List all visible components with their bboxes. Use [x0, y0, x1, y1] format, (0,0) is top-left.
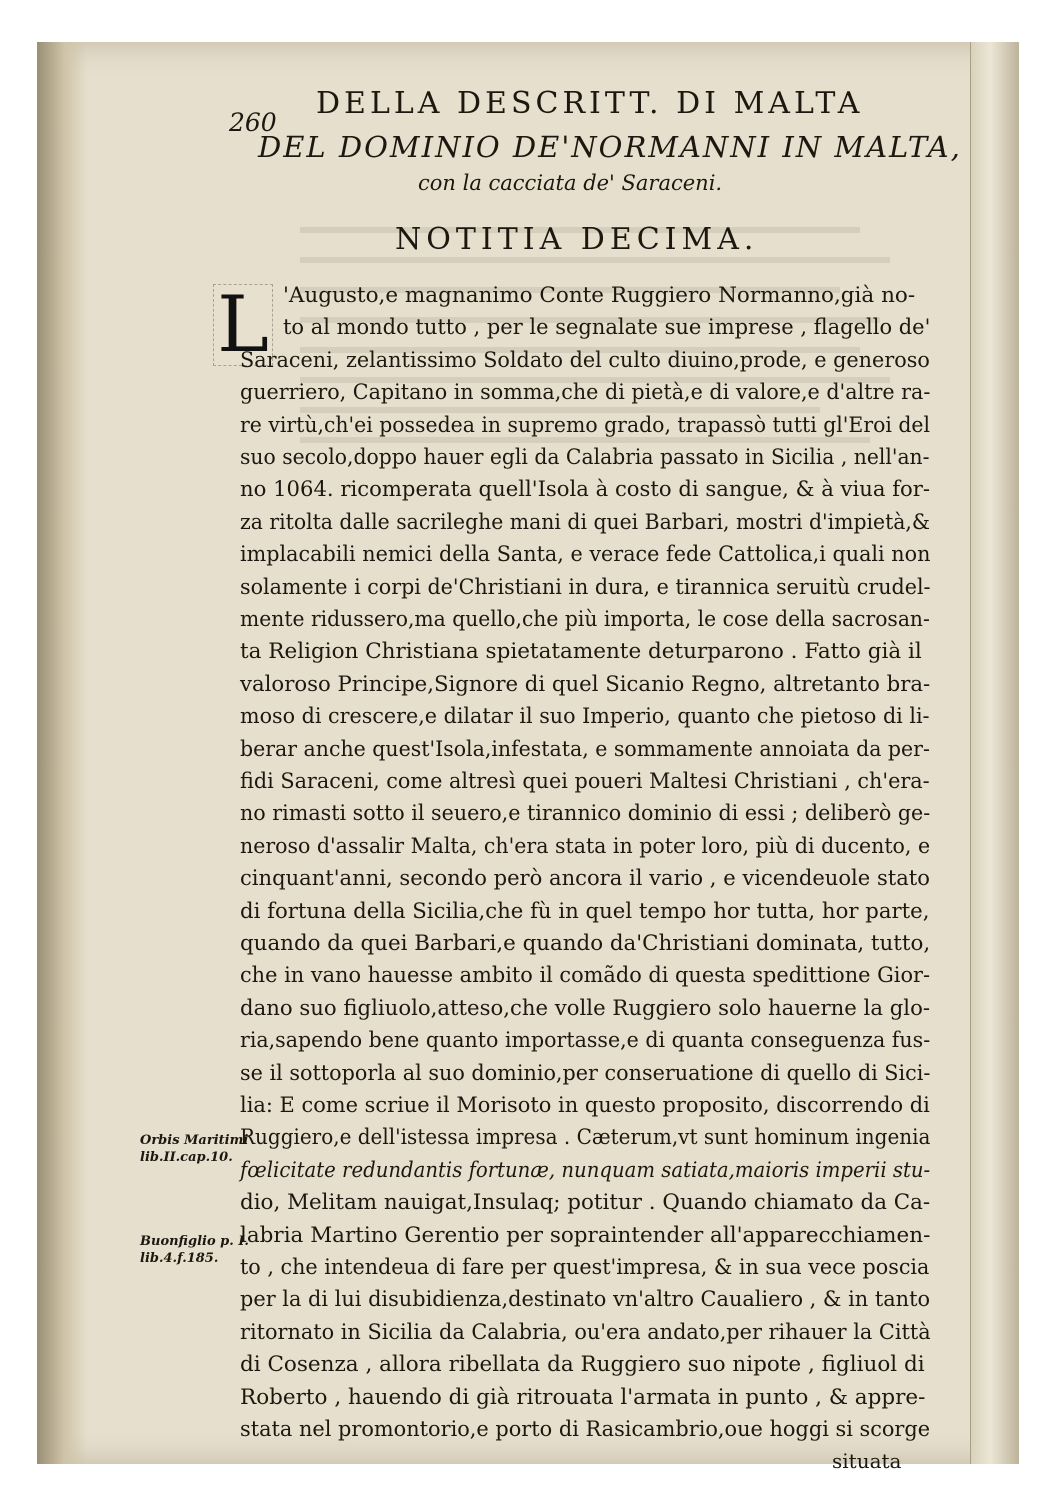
- page-number: 260: [229, 108, 277, 137]
- body-line: mente ridussero,ma quello,che più importa, le cose della sacrosan-: [240, 607, 930, 632]
- body-line: dano suo figliuolo,atteso,che volle Ruggiero solo hauerne la glo-: [240, 995, 930, 1021]
- body-line: di Cosenza , allora ribellata da Ruggiero suo nipote , figliuol di: [240, 1352, 925, 1378]
- body-line: valoroso Principe,Signore di quel Sicanio Regno, altretanto bra-: [240, 671, 931, 697]
- margin-note-morisoto: [140, 1132, 248, 1166]
- book-gutter-shadow: [37, 42, 87, 1464]
- margin-note-line: lib.II.cap.10.: [140, 1150, 233, 1165]
- body-line: fidi Saraceni, come altresì quei poueri Maltesi Christiani , ch'era-: [240, 769, 930, 794]
- margin-note-line: Buonfiglio p. I.: [140, 1234, 249, 1249]
- body-line: guerriero, Capitano in somma,che di pietà,e di valore,e d'altre ra-: [240, 380, 931, 406]
- body-line: di fortuna della Sicilia,che fù in quel tempo hor tutta, hor parte,: [240, 898, 930, 924]
- body-line: ria,sapendo bene quanto importasse,e di quanta conseguenza fus-: [240, 1028, 931, 1054]
- body-line: no rimasti sotto il seuero,e tirannico dominio di essi ; deliberò ge-: [240, 801, 931, 827]
- body-line: suo secolo,doppo hauer egli da Calabria passato in Sicilia , nell'an-: [240, 445, 930, 470]
- drop-cap: L: [213, 284, 273, 366]
- body-line: labria Martino Gerentio per sopraintender all'apparecchiamen-: [240, 1222, 931, 1248]
- margin-note-line: Orbis Maritimi: [140, 1133, 249, 1148]
- body-line: cinquant'anni, secondo però ancora il vario , e vicendeuole stato: [240, 866, 930, 892]
- body-line: per la di lui disubidienza,destinato vn'altro Caualiero , & in tanto: [240, 1287, 931, 1313]
- margin-note-buonfiglio: [140, 1233, 249, 1267]
- body-line: Ruggiero,e dell'istessa impresa . Cæterum,vt sunt hominum ingenia: [240, 1125, 931, 1151]
- body-line: neroso d'assalir Malta, ch'era stata in poter loro, più di ducento, e: [240, 833, 931, 859]
- running-head: DELLA DESCRITT. DI MALTA: [316, 86, 864, 121]
- body-line-latin-quote: fœlicitate redundantis fortunæ, nunquam satiata,maioris imperii stu-: [240, 1157, 931, 1183]
- body-line: no 1064. ricomperata quell'Isola à costo di sangue, & à viua for-: [240, 477, 931, 503]
- body-line: solamente i corpi de'Christiani in dura, e tirannica seruitù crudel-: [240, 574, 931, 600]
- body-line: moso di crescere,e dilatar il suo Imperio, quanto che pietoso di li-: [240, 704, 930, 730]
- body-line: berar anche quest'Isola,infestata, e sommamente annoiata da per-: [240, 736, 930, 762]
- body-line: che in vano hauesse ambito il comãdo di questa spedittione Gior-: [240, 963, 931, 989]
- margin-note-line: lib.4.f.185.: [140, 1251, 219, 1266]
- body-line: ta Religion Christiana spietatamente deturparono . Fatto già il: [240, 639, 922, 665]
- body-line: stata nel promontorio,e porto di Rasicambrio,oue hoggi si scorge: [240, 1417, 931, 1442]
- body-line: Saraceni, zelantissimo Soldato del culto diuino,prode, e generoso: [240, 347, 930, 373]
- body-line: za ritolta dalle sacrileghe mani di quei Barbari, mostri d'impietà,&: [240, 509, 931, 535]
- body-line: Roberto , hauendo di già ritrouata l'armata in punto , & appre-: [240, 1384, 926, 1410]
- body-line: implacabili nemici della Santa, e verace fede Cattolica,i quali non: [240, 542, 931, 568]
- body-line: to al mondo tutto , per le segnalate sue imprese , flagello de': [283, 315, 931, 341]
- catchword: situata: [832, 1449, 902, 1474]
- body-line: ritornato in Sicilia da Calabria, ou'era andato,per rihauer la Città: [240, 1319, 931, 1345]
- body-line: dio, Melitam nauigat,Insulaq; potitur . Quando chiamato da Ca-: [240, 1190, 931, 1216]
- body-line: quando da quei Barbari,e quando da'Christiani dominata, tutto,: [240, 931, 931, 956]
- next-page-edge: [970, 42, 1019, 1464]
- section-heading: NOTITIA DECIMA.: [395, 222, 759, 257]
- chapter-subtitle: con la cacciata de' Saraceni.: [418, 171, 723, 195]
- body-line: re virtù,ch'ei possedea in supremo grado, trapassò tutti gl'Eroi del: [240, 412, 931, 438]
- body-line: se il sottoporla al suo dominio,per conseruatione di quello di Sici-: [240, 1060, 931, 1086]
- body-line: 'Augusto,e magnanimo Conte Ruggiero Normanno,già no-: [283, 283, 916, 308]
- chapter-title: DEL DOMINIO DE'NORMANNI IN MALTA,: [258, 130, 962, 164]
- body-line: lia: E come scriue il Morisoto in questo proposito, discorrendo di: [240, 1093, 930, 1118]
- body-line: to , che intendeua di fare per quest'impresa, & in sua vece poscia: [240, 1255, 930, 1280]
